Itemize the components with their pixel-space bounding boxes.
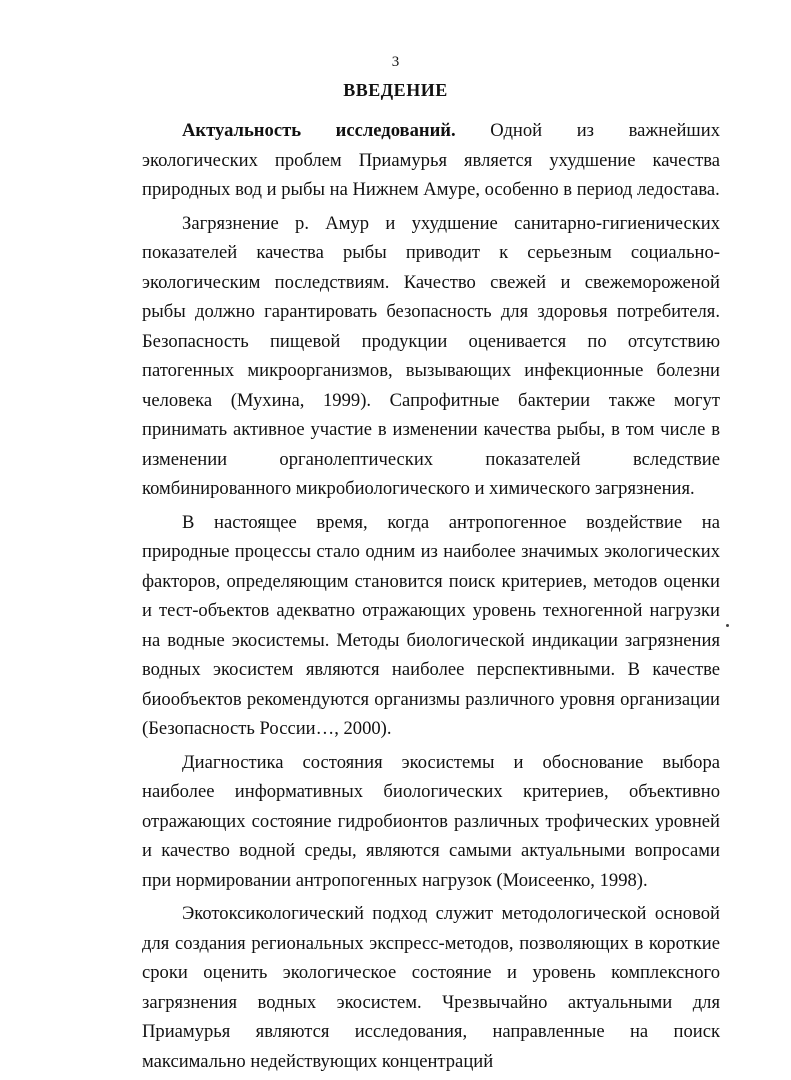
paragraph-diagnostics (142, 748, 720, 896)
paragraph-text: Одной из важнейших экологических проблем Приамурья является ухудшение качества природных вод и рыбы на Нижнем Амуре, особенно в период ледостава. (142, 120, 720, 200)
paragraph-anthropogenic (142, 508, 720, 744)
scan-dot (726, 624, 729, 627)
paragraph-text: Загрязнение р. Амур и ухудшение санитарно-гигиенических показателей качества рыбы приводит к серьезным социально-экологическим последствиям. Качество свежей и свежемороженой рыбы должно гарантировать безопасность для здоровья потребителя. Безопасность пищевой продукции оценивается по отсутствию патогенных микроорганизмов, вызывающих инфекционные болезни человека (Мухина, 1999). Сапрофитные бактерии также могут принимать активное участие в изменении качества рыбы, в том числе в изменении органолептических показателей вследствие комбинированного микробиологического и химического загрязнения. (142, 212, 720, 499)
paragraph-text: Диагностика состояния экосистемы и обоснование выбора наиболее информативных биологических критериев, объективно отражающих состояние гидробионтов различных трофических уровней и качество водной среды, являются самыми актуальными вопросами при нормировании антропогенных нагрузок (Моисеенко, 1998). (142, 751, 720, 891)
paragraph-text: В настоящее время, когда антропогенное воздействие на природные процессы стало одним из наиболее значимых экологических факторов, определяющим становится поиск критериев, методов оценки и тест-объектов адекватно отражающих уровень техногенной нагрузки на водные экосистемы. Методы биологической индикации загрязнения водных экосистем являются наиболее перспективными. В качестве биообъектов рекомендуются организмы различного уровня организации (Безопасность России…, 2000). (142, 511, 720, 739)
section-heading: ВВЕДЕНИЕ (343, 80, 448, 100)
paragraph-lead: Актуальность исследований. (182, 120, 456, 141)
paragraph-relevance (142, 116, 720, 205)
paragraph-text: Экотоксикологический подход служит методологической основой для создания региональных экспресс-методов, позволяющих в короткие сроки оценить экологическое состояние и уровень комплексного загрязнения водных экосистем. Чрезвычайно актуальными для Приамурья являются исследования, направленные на поиск максимально недействующих концентраций (142, 903, 720, 1072)
body-text (142, 116, 720, 1080)
paragraph-pollution (142, 209, 720, 504)
paragraph-ecotoxicology (142, 899, 720, 1076)
page-number: 3 (391, 54, 400, 70)
